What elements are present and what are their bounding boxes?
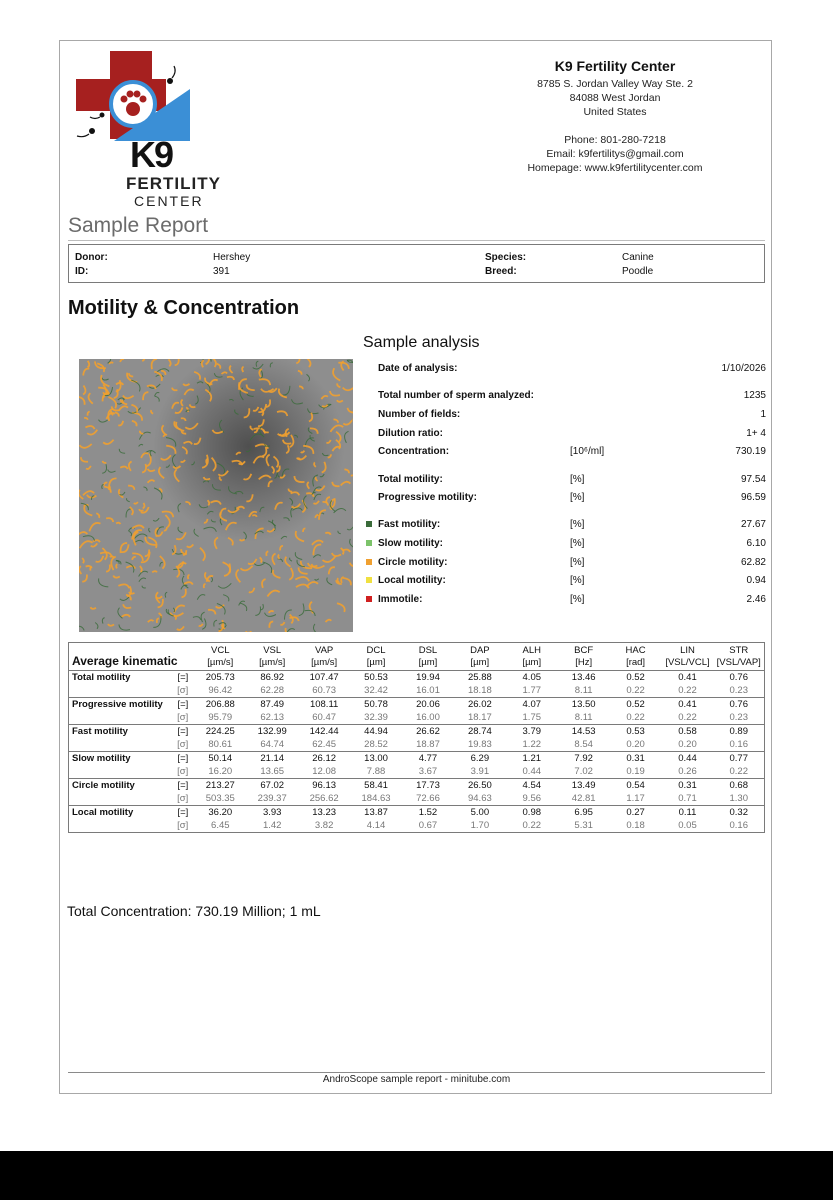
sa-label: Immotile: [378, 594, 423, 605]
col-name: DCL [366, 645, 386, 656]
sa-row-concentration [378, 446, 766, 462]
kinematics-cell: 1.52 [402, 806, 454, 820]
col-unit: [VSL/VAP] [716, 657, 761, 668]
row-label: Slow motility [69, 752, 169, 766]
kinematics-cell: 19.94 [402, 671, 454, 685]
kinematics-cell: 5.31 [574, 820, 593, 831]
kinematics-cell: 1.70 [470, 820, 490, 831]
sd-marker: [σ] [177, 820, 189, 831]
kinematics-cell: 4.07 [506, 698, 558, 712]
kinematics-cell: 6.29 [454, 752, 506, 766]
kinematics-cell: 44.94 [350, 725, 402, 739]
kinematics-cell: 26.50 [454, 779, 506, 793]
kinematics-col-header [454, 643, 506, 671]
kinematics-cell: 239.37 [257, 793, 287, 804]
kinematics-cell: 1.30 [729, 793, 748, 804]
kinematics-cell: 0.05 [678, 820, 697, 831]
bottom-black-band [0, 1151, 833, 1200]
sa-row-total-sperm [378, 390, 766, 406]
donor-label: Donor: [75, 252, 108, 263]
col-name: LIN [680, 645, 695, 656]
kinematics-cell: 1.21 [506, 752, 558, 766]
kinematics-cell: 1.42 [262, 820, 282, 831]
kinematics-cell: 6.45 [211, 820, 230, 831]
kinematics-cell: 256.62 [309, 793, 339, 804]
sa-row-fields [378, 409, 766, 425]
sa-value: 730.19 [735, 446, 766, 457]
org-name: K9 Fertility Center [554, 58, 676, 74]
row-label [69, 684, 169, 698]
kinematics-cell: 62.13 [260, 712, 285, 723]
kinematics-cell: 0.54 [610, 779, 662, 793]
sd-marker: [σ] [177, 685, 189, 696]
sample-analysis-title: Sample analysis [363, 334, 480, 351]
kinematics-cell: 7.88 [366, 766, 386, 777]
footer-divider [68, 1072, 765, 1073]
sd-marker: [σ] [177, 766, 189, 777]
org-country: United States [583, 106, 647, 118]
kinematics-cell: 17.73 [402, 779, 454, 793]
sa-label: Dilution ratio: [378, 428, 443, 439]
col-unit: [VSL/VCL] [665, 657, 710, 668]
kinematics-cell: 0.22 [729, 766, 748, 777]
sa-value: 27.67 [740, 519, 766, 530]
kinematics-cell: 28.52 [364, 739, 388, 750]
col-unit: [Hz] [575, 657, 593, 668]
col-name: DAP [470, 645, 490, 656]
sperm-tracks-image [79, 359, 353, 632]
row-label: Local motility [69, 806, 169, 820]
kinematics-cell: 95.79 [208, 712, 233, 723]
row-label [69, 765, 169, 779]
kinematics-cell: 62.45 [312, 739, 337, 750]
mean-marker: [=] [168, 779, 194, 793]
mean-marker: [=] [168, 671, 194, 685]
col-unit: [µm] [366, 657, 386, 668]
kinematics-col-header [610, 643, 662, 671]
kinematics-col-header [194, 643, 246, 671]
kinematics-cell: 0.22 [626, 712, 645, 723]
kinematics-cell: 3.67 [418, 766, 438, 777]
report-title: Sample Report [68, 214, 209, 237]
sa-row-progressive-motility [378, 492, 766, 508]
logo-fertility-text: FERTILITY [126, 174, 221, 193]
species-value: Canine [622, 252, 654, 263]
sa-row-date [378, 363, 766, 379]
kinematics-cell: 4.05 [506, 671, 558, 685]
sa-unit: [%] [570, 474, 585, 485]
sa-unit: [%] [570, 519, 585, 530]
kinematics-col-header [402, 643, 454, 671]
kinematics-cell: 1.77 [522, 685, 542, 696]
local-legend-square [366, 577, 372, 583]
organization-info [490, 57, 740, 175]
sa-value: 6.10 [746, 538, 766, 549]
kinematics-col-header [662, 643, 714, 671]
kinematics-cell: 36.20 [194, 806, 246, 820]
kinematics-cell: 18.87 [416, 739, 440, 750]
kinematics-col-header [350, 643, 402, 671]
kinematics-cell: 0.22 [522, 820, 542, 831]
microscope-image [79, 359, 353, 632]
kinematics-cell: 0.58 [662, 725, 714, 739]
mean-marker: [=] [168, 752, 194, 766]
kinematics-cell: 0.27 [610, 806, 662, 820]
kinematics-cell: 50.53 [350, 671, 402, 685]
breed-label: Breed: [485, 266, 517, 277]
sa-label: Date of analysis: [378, 363, 458, 374]
kinematics-cell: 13.50 [558, 698, 610, 712]
kinematics-cell: 19.83 [467, 739, 492, 750]
kinematics-cell: 67.02 [246, 779, 298, 793]
kinematics-cell: 0.98 [506, 806, 558, 820]
org-address-line1: 8785 S. Jordan Valley Way Ste. 2 [537, 78, 693, 90]
kinematics-cell: 0.41 [662, 671, 714, 685]
kinematics-cell: 108.11 [298, 698, 350, 712]
id-label: ID: [75, 266, 89, 277]
section-title: Motility & Concentration [68, 297, 300, 319]
kinematics-cell: 0.44 [522, 766, 542, 777]
org-email: Email: k9fertilitys@gmail.com [546, 148, 684, 160]
kinematics-cell: 20.06 [402, 698, 454, 712]
sa-value: 1235 [743, 390, 766, 401]
row-label: Total motility [69, 671, 169, 685]
kinematics-cell: 50.14 [194, 752, 246, 766]
kinematics-cell: 4.77 [402, 752, 454, 766]
kinematics-cell: 0.31 [662, 779, 714, 793]
sa-value: 62.82 [740, 557, 766, 568]
kinematics-cell: 8.11 [574, 712, 593, 723]
kinematics-table [68, 642, 765, 833]
col-name: STR [729, 645, 749, 656]
kinematics-cell: 0.16 [729, 739, 748, 750]
kinematics-cell: 5.00 [454, 806, 506, 820]
mean-marker: [=] [168, 698, 194, 712]
kinematics-cell: 16.00 [416, 712, 440, 723]
kinematics-title: Average kinematic [72, 654, 178, 668]
kinematics-cell: 72.66 [416, 793, 440, 804]
row-label [69, 792, 169, 806]
kinematics-cell: 25.88 [454, 671, 506, 685]
sa-label: Concentration: [378, 446, 450, 457]
kinematics-cell: 18.18 [467, 685, 492, 696]
org-homepage: Homepage: www.k9fertilitycenter.com [527, 162, 703, 174]
sa-label: Circle motility: [378, 557, 448, 568]
sa-unit: [%] [570, 492, 585, 503]
kinematics-cell: 62.28 [260, 685, 285, 696]
kinematics-cell: 0.16 [729, 820, 748, 831]
kinematics-row-sd [69, 819, 765, 833]
sa-row-circle-motility [378, 557, 766, 573]
sa-value: 0.94 [746, 575, 766, 586]
sa-label: Local motility: [378, 575, 446, 586]
col-name: VAP [314, 645, 334, 656]
kinematics-cell: 0.76 [713, 698, 764, 712]
kinematics-cell: 0.20 [626, 739, 645, 750]
sa-row-fast-motility [378, 519, 766, 535]
sa-label: Total number of sperm analyzed: [378, 390, 534, 401]
kinematics-cell: 26.12 [298, 752, 350, 766]
row-label: Circle motility [69, 779, 169, 793]
sa-value: 1/10/2026 [721, 363, 766, 374]
kinematics-cell: 96.42 [208, 685, 233, 696]
kinematics-cell: 4.54 [506, 779, 558, 793]
row-label: Fast motility [69, 725, 169, 739]
kinematics-cell: 8.11 [574, 685, 593, 696]
row-label [69, 711, 169, 725]
kinematics-cell: 0.22 [626, 685, 645, 696]
logo-center-text: CENTER [134, 193, 204, 209]
kinematics-cell: 0.23 [729, 712, 748, 723]
kinematics-cell: 0.89 [713, 725, 764, 739]
kinematics-cell: 0.71 [678, 793, 697, 804]
kinematics-cell: 0.67 [418, 820, 438, 831]
sa-label: Progressive motility: [378, 492, 477, 503]
mean-marker: [=] [168, 725, 194, 739]
fast-legend-square [366, 521, 372, 527]
sa-row-local-motility [378, 575, 766, 591]
slow-legend-square [366, 540, 372, 546]
kinematics-cell: 64.74 [260, 739, 285, 750]
sd-marker: [σ] [177, 739, 189, 750]
kinematics-cell: 205.73 [194, 671, 246, 685]
kinematics-cell: 0.32 [713, 806, 764, 820]
kinematics-cell: 3.82 [314, 820, 334, 831]
kinematics-row-mean [69, 752, 765, 766]
row-label [69, 819, 169, 833]
mean-marker: [=] [168, 806, 194, 820]
kinematics-cell: 28.74 [454, 725, 506, 739]
sa-row-dilution [378, 428, 766, 444]
kinematics-cell: 7.02 [574, 766, 593, 777]
kinematics-cell: 42.81 [571, 793, 596, 804]
kinematics-cell: 0.23 [729, 685, 748, 696]
total-concentration: Total Concentration: 730.19 Million; 1 mL [67, 903, 321, 919]
sa-unit: [%] [570, 538, 585, 549]
sa-unit: [%] [570, 557, 585, 568]
kinematics-cell: 6.95 [558, 806, 610, 820]
footer-text: AndroScope sample report - minitube.com [322, 1074, 511, 1085]
col-unit: [µm/s] [207, 657, 234, 668]
sa-unit: [10⁶/ml] [570, 446, 605, 457]
kinematics-col-header [246, 643, 298, 671]
sa-value: 1+ 4 [746, 428, 766, 439]
kinematics-cell: 9.56 [522, 793, 542, 804]
col-unit: [µm/s] [259, 657, 286, 668]
col-name: VCL [211, 645, 230, 656]
id-value: 391 [213, 266, 230, 277]
kinematics-cell: 1.75 [522, 712, 542, 723]
sa-label: Number of fields: [378, 409, 461, 420]
kinematics-cell: 3.91 [470, 766, 490, 777]
report-page [59, 40, 772, 1094]
kinematics-col-header [506, 643, 558, 671]
kinematics-cell: 32.42 [364, 685, 388, 696]
col-unit: [µm/s] [311, 657, 338, 668]
col-name: BCF [574, 645, 594, 656]
kinematics-cell: 142.44 [298, 725, 350, 739]
sa-value: 96.59 [740, 492, 766, 503]
sa-row-slow-motility [378, 538, 766, 554]
sa-value: 1 [760, 409, 766, 420]
col-unit: [µm] [470, 657, 490, 668]
kinematics-cell: 0.22 [678, 712, 697, 723]
kinematics-row-mean [69, 671, 765, 685]
sa-row-immotile [378, 594, 766, 610]
kinematics-cell: 14.53 [558, 725, 610, 739]
col-name: ALH [522, 645, 542, 656]
kinematics-cell: 13.65 [260, 766, 285, 777]
sa-value: 2.46 [746, 594, 766, 605]
kinematics-cell: 13.00 [350, 752, 402, 766]
kinematics-cell: 16.01 [416, 685, 440, 696]
kinematics-cell: 13.49 [558, 779, 610, 793]
sa-row-total-motility [378, 474, 766, 490]
breed-value: Poodle [622, 266, 654, 277]
kinematics-row-sd [69, 684, 765, 698]
col-unit: [rad] [626, 657, 646, 668]
kinematics-row-sd [69, 765, 765, 779]
circle-legend-square [366, 559, 372, 565]
sa-unit: [%] [570, 594, 585, 605]
kinematics-col-header [558, 643, 610, 671]
kinematics-row-mean [69, 806, 765, 820]
kinematics-cell: 26.02 [454, 698, 506, 712]
kinematics-cell: 94.63 [467, 793, 492, 804]
donor-value: Hershey [213, 252, 251, 263]
kinematics-cell: 13.87 [350, 806, 402, 820]
kinematics-cell: 50.78 [350, 698, 402, 712]
kinematics-cell: 21.14 [246, 752, 298, 766]
kinematics-cell: 60.73 [312, 685, 337, 696]
donor-info-box [68, 244, 765, 283]
kinematics-row-sd [69, 792, 765, 806]
sa-label: Slow motility: [378, 538, 443, 549]
kinematics-cell: 0.26 [678, 766, 697, 777]
sd-marker: [σ] [177, 712, 189, 723]
kinematics-cell: 86.92 [246, 671, 298, 685]
kinematics-col-header [298, 643, 350, 671]
kinematics-cell: 80.61 [208, 739, 233, 750]
k9-logo [74, 49, 221, 209]
kinematics-cell: 184.63 [361, 793, 391, 804]
kinematics-cell: 3.79 [506, 725, 558, 739]
species-label: Species: [485, 252, 527, 263]
col-name: HAC [625, 645, 646, 656]
kinematics-cell: 32.39 [364, 712, 388, 723]
kinematics-cell: 7.92 [558, 752, 610, 766]
kinematics-cell: 213.27 [194, 779, 246, 793]
kinematics-cell: 0.31 [610, 752, 662, 766]
title-divider [68, 240, 765, 241]
immotile-legend-square [366, 596, 372, 602]
kinematics-cell: 132.99 [246, 725, 298, 739]
sd-marker: [σ] [177, 793, 189, 804]
kinematics-cell: 0.44 [662, 752, 714, 766]
kinematics-cell: 8.54 [574, 739, 593, 750]
org-phone: Phone: 801-280-7218 [564, 134, 666, 146]
row-label: Progressive motility [69, 698, 169, 712]
kinematics-cell: 58.41 [350, 779, 402, 793]
kinematics-cell: 224.25 [194, 725, 246, 739]
kinematics-cell: 0.11 [662, 806, 714, 820]
kinematics-cell: 0.52 [610, 698, 662, 712]
kinematics-cell: 0.76 [713, 671, 764, 685]
kinematics-cell: 0.52 [610, 671, 662, 685]
logo-k9-text: K9 [130, 134, 173, 175]
kinematics-row-sd [69, 738, 765, 752]
kinematics-cell: 4.14 [366, 820, 386, 831]
kinematics-cell: 26.62 [402, 725, 454, 739]
kinematics-cell: 0.77 [713, 752, 764, 766]
row-label [69, 738, 169, 752]
sa-label: Total motility: [378, 474, 443, 485]
kinematics-cell: 3.93 [246, 806, 298, 820]
kinematics-row-mean [69, 698, 765, 712]
kinematics-cell: 87.49 [246, 698, 298, 712]
kinematics-cell: 16.20 [208, 766, 233, 777]
col-unit: [µm] [522, 657, 542, 668]
kinematics-cell: 503.35 [205, 793, 235, 804]
col-name: VSL [263, 645, 282, 656]
kinematics-cell: 107.47 [298, 671, 350, 685]
kinematics-cell: 60.47 [312, 712, 337, 723]
kinematics-cell: 0.18 [626, 820, 645, 831]
kinematics-cell: 13.46 [558, 671, 610, 685]
kinematics-row-mean [69, 725, 765, 739]
col-name: DSL [418, 645, 438, 656]
kinematics-row-mean [69, 779, 765, 793]
org-address-line2: 84088 West Jordan [569, 92, 661, 104]
kinematics-cell: 0.41 [662, 698, 714, 712]
kinematics-cell: 0.22 [678, 685, 697, 696]
kinematics-cell: 1.17 [626, 793, 645, 804]
kinematics-cell: 18.17 [467, 712, 492, 723]
col-unit: [µm] [418, 657, 438, 668]
kinematics-cell: 1.22 [522, 739, 542, 750]
kinematics-cell: 206.88 [194, 698, 246, 712]
kinematics-cell: 0.53 [610, 725, 662, 739]
sa-label: Fast motility: [378, 519, 441, 530]
kinematics-cell: 13.23 [298, 806, 350, 820]
kinematics-cell: 0.19 [626, 766, 645, 777]
kinematics-col-header [713, 643, 764, 671]
kinematics-cell: 96.13 [298, 779, 350, 793]
kinematics-row-sd [69, 711, 765, 725]
sa-value: 97.54 [740, 474, 766, 485]
kinematics-cell: 12.08 [312, 766, 337, 777]
kinematics-cell: 0.68 [713, 779, 764, 793]
sa-unit: [%] [570, 575, 585, 586]
kinematics-header-row [69, 643, 765, 671]
kinematics-cell: 0.20 [678, 739, 697, 750]
